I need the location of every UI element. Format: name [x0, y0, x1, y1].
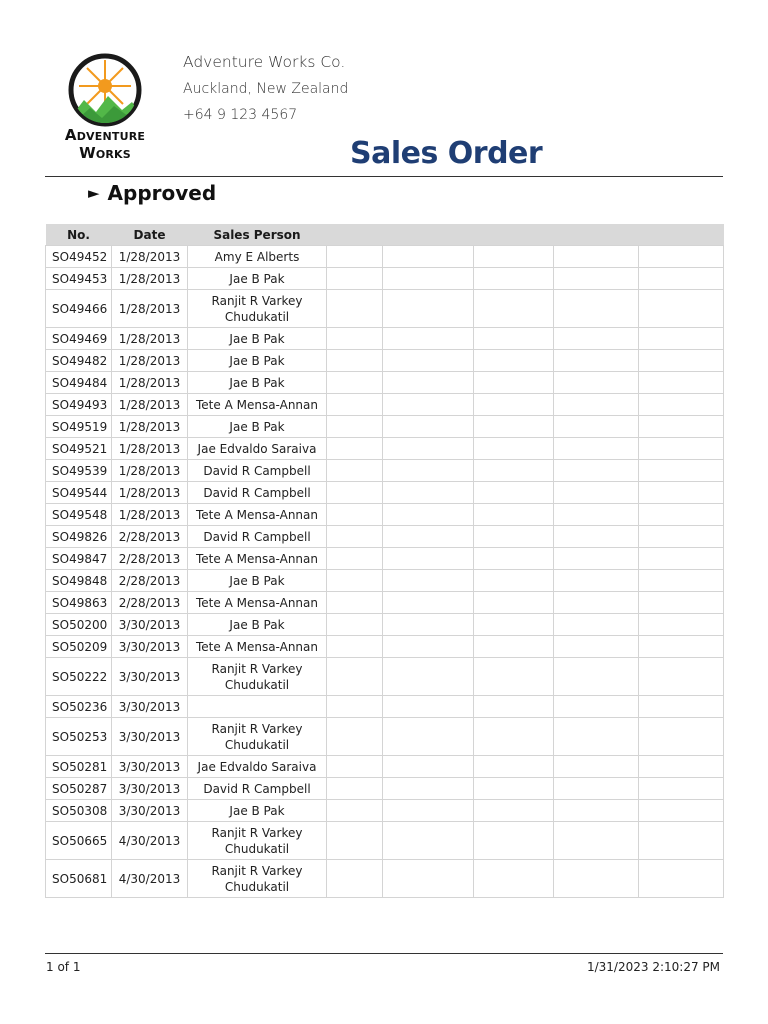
- order-date-cell: 4/30/2013: [112, 822, 188, 860]
- empty-cell: [554, 636, 639, 658]
- empty-cell: [639, 394, 724, 416]
- table-header-row: [46, 224, 724, 246]
- empty-cell: [474, 696, 554, 718]
- empty-cell: [474, 328, 554, 350]
- empty-cell: [383, 438, 474, 460]
- order-number-cell: SO49519: [46, 416, 112, 438]
- order-number-cell: SO50681: [46, 860, 112, 898]
- empty-cell: [327, 246, 383, 268]
- sales-person-cell: Ranjit R Varkey Chudukatil: [188, 290, 327, 328]
- logo-text-works: Works: [79, 144, 131, 162]
- table-row: [46, 718, 724, 756]
- empty-cell: [474, 268, 554, 290]
- sales-person-cell: Jae Edvaldo Saraiva: [188, 438, 327, 460]
- empty-cell: [474, 756, 554, 778]
- empty-cell: [639, 860, 724, 898]
- sales-person-cell: Tete A Mensa-Annan: [188, 636, 327, 658]
- order-number-cell: SO49482: [46, 350, 112, 372]
- company-name: Adventure Works Co.: [183, 53, 346, 71]
- print-timestamp: 1/31/2023 2:10:27 PM: [586, 960, 720, 974]
- order-date-cell: 1/28/2013: [112, 372, 188, 394]
- empty-cell: [554, 328, 639, 350]
- empty-cell: [383, 526, 474, 548]
- empty-cell: [474, 658, 554, 696]
- empty-cell: [639, 636, 724, 658]
- empty-cell: [474, 504, 554, 526]
- empty-cell: [383, 592, 474, 614]
- order-date-cell: 1/28/2013: [112, 350, 188, 372]
- empty-cell: [383, 268, 474, 290]
- order-date-cell: 1/28/2013: [112, 290, 188, 328]
- empty-cell: [639, 350, 724, 372]
- empty-cell: [327, 394, 383, 416]
- order-number-cell: SO49548: [46, 504, 112, 526]
- table-row: [46, 372, 724, 394]
- empty-cell: [474, 416, 554, 438]
- empty-cell: [383, 290, 474, 328]
- empty-cell: [554, 372, 639, 394]
- footer-divider: [45, 953, 723, 954]
- order-number-cell: SO50200: [46, 614, 112, 636]
- order-number-cell: SO49453: [46, 268, 112, 290]
- empty-cell: [474, 718, 554, 756]
- order-number-cell: SO49539: [46, 460, 112, 482]
- sales-person-cell: Tete A Mensa-Annan: [188, 548, 327, 570]
- order-date-cell: 2/28/2013: [112, 526, 188, 548]
- empty-cell: [327, 592, 383, 614]
- table-row: [46, 246, 724, 268]
- empty-cell: [327, 548, 383, 570]
- sales-person-cell: Jae B Pak: [188, 800, 327, 822]
- empty-cell: [554, 822, 639, 860]
- table-row: [46, 592, 724, 614]
- empty-cell: [474, 246, 554, 268]
- table-row: [46, 350, 724, 372]
- order-date-cell: 1/28/2013: [112, 438, 188, 460]
- order-date-cell: 1/28/2013: [112, 416, 188, 438]
- order-number-cell: SO50209: [46, 636, 112, 658]
- empty-cell: [327, 778, 383, 800]
- column-header-no: No.: [46, 224, 112, 246]
- status-heading: [88, 181, 216, 205]
- empty-cell: [639, 800, 724, 822]
- empty-cell: [554, 778, 639, 800]
- empty-cell: [327, 570, 383, 592]
- empty-cell: [639, 756, 724, 778]
- empty-cell: [474, 482, 554, 504]
- empty-cell: [383, 636, 474, 658]
- order-date-cell: 1/28/2013: [112, 328, 188, 350]
- table-row: [46, 416, 724, 438]
- order-number-cell: SO49493: [46, 394, 112, 416]
- order-date-cell: 3/30/2013: [112, 800, 188, 822]
- empty-cell: [554, 614, 639, 636]
- table-row: [46, 394, 724, 416]
- empty-cell: [327, 482, 383, 504]
- order-number-cell: SO50236: [46, 696, 112, 718]
- sales-person-cell: David R Campbell: [188, 778, 327, 800]
- sales-person-cell: Ranjit R Varkey Chudukatil: [188, 860, 327, 898]
- order-date-cell: 3/30/2013: [112, 756, 188, 778]
- empty-cell: [554, 416, 639, 438]
- table-row: [46, 526, 724, 548]
- table-row: [46, 658, 724, 696]
- empty-cell: [639, 718, 724, 756]
- empty-cell: [327, 658, 383, 696]
- column-header-blank: [383, 224, 474, 246]
- empty-cell: [474, 438, 554, 460]
- adventure-works-logo-icon: [50, 52, 160, 127]
- sales-person-cell: David R Campbell: [188, 460, 327, 482]
- order-number-cell: SO49847: [46, 548, 112, 570]
- table-body: [46, 246, 724, 898]
- order-number-cell: SO50222: [46, 658, 112, 696]
- order-number-cell: SO49452: [46, 246, 112, 268]
- empty-cell: [327, 504, 383, 526]
- order-date-cell: 1/28/2013: [112, 394, 188, 416]
- empty-cell: [327, 860, 383, 898]
- empty-cell: [554, 350, 639, 372]
- empty-cell: [383, 860, 474, 898]
- sales-person-cell: Jae B Pak: [188, 328, 327, 350]
- sales-person-cell: Jae B Pak: [188, 570, 327, 592]
- order-number-cell: SO50287: [46, 778, 112, 800]
- empty-cell: [383, 548, 474, 570]
- order-date-cell: 2/28/2013: [112, 548, 188, 570]
- empty-cell: [327, 438, 383, 460]
- arrow-right-icon: ►: [88, 184, 100, 202]
- sales-person-cell: Ranjit R Varkey Chudukatil: [188, 822, 327, 860]
- empty-cell: [554, 504, 639, 526]
- order-number-cell: SO50665: [46, 822, 112, 860]
- table-row: [46, 482, 724, 504]
- empty-cell: [474, 636, 554, 658]
- table-row: [46, 570, 724, 592]
- empty-cell: [554, 592, 639, 614]
- empty-cell: [383, 778, 474, 800]
- column-header-date: Date: [112, 224, 188, 246]
- empty-cell: [474, 614, 554, 636]
- order-date-cell: 1/28/2013: [112, 504, 188, 526]
- empty-cell: [639, 290, 724, 328]
- empty-cell: [554, 526, 639, 548]
- order-number-cell: SO49484: [46, 372, 112, 394]
- empty-cell: [474, 290, 554, 328]
- sales-person-cell: Jae B Pak: [188, 614, 327, 636]
- empty-cell: [474, 860, 554, 898]
- empty-cell: [327, 290, 383, 328]
- sales-person-cell: David R Campbell: [188, 482, 327, 504]
- table-row: [46, 800, 724, 822]
- sales-person-cell: Jae B Pak: [188, 372, 327, 394]
- column-header-blank: [639, 224, 724, 246]
- order-date-cell: 1/28/2013: [112, 268, 188, 290]
- empty-cell: [554, 756, 639, 778]
- sales-order-table: [45, 224, 724, 898]
- empty-cell: [639, 268, 724, 290]
- sales-person-cell: Tete A Mensa-Annan: [188, 504, 327, 526]
- order-number-cell: SO49469: [46, 328, 112, 350]
- empty-cell: [474, 526, 554, 548]
- table-row: [46, 614, 724, 636]
- empty-cell: [639, 372, 724, 394]
- company-phone: +64 9 123 4567: [183, 107, 298, 123]
- empty-cell: [474, 778, 554, 800]
- empty-cell: [383, 246, 474, 268]
- empty-cell: [474, 548, 554, 570]
- empty-cell: [639, 548, 724, 570]
- empty-cell: [327, 800, 383, 822]
- sales-person-cell: Jae Edvaldo Saraiva: [188, 756, 327, 778]
- sales-person-cell: Amy E Alberts: [188, 246, 327, 268]
- empty-cell: [474, 394, 554, 416]
- empty-cell: [327, 636, 383, 658]
- empty-cell: [639, 460, 724, 482]
- empty-cell: [327, 526, 383, 548]
- empty-cell: [639, 614, 724, 636]
- page-number: 1 of 1: [46, 960, 81, 974]
- column-header-blank: [474, 224, 554, 246]
- order-number-cell: SO49544: [46, 482, 112, 504]
- order-date-cell: 2/28/2013: [112, 592, 188, 614]
- empty-cell: [554, 718, 639, 756]
- table-row: [46, 328, 724, 350]
- empty-cell: [639, 328, 724, 350]
- order-number-cell: SO49826: [46, 526, 112, 548]
- sales-person-cell: Jae B Pak: [188, 416, 327, 438]
- empty-cell: [554, 696, 639, 718]
- order-number-cell: SO49848: [46, 570, 112, 592]
- empty-cell: [554, 290, 639, 328]
- empty-cell: [383, 328, 474, 350]
- empty-cell: [639, 416, 724, 438]
- empty-cell: [554, 548, 639, 570]
- empty-cell: [383, 416, 474, 438]
- empty-cell: [554, 246, 639, 268]
- empty-cell: [327, 350, 383, 372]
- empty-cell: [383, 614, 474, 636]
- empty-cell: [639, 778, 724, 800]
- status-label: Approved: [107, 181, 217, 205]
- empty-cell: [327, 328, 383, 350]
- empty-cell: [383, 350, 474, 372]
- sales-person-cell: Ranjit R Varkey Chudukatil: [188, 658, 327, 696]
- empty-cell: [639, 526, 724, 548]
- empty-cell: [554, 394, 639, 416]
- empty-cell: [383, 570, 474, 592]
- empty-cell: [327, 718, 383, 756]
- empty-cell: [327, 460, 383, 482]
- order-date-cell: 3/30/2013: [112, 614, 188, 636]
- column-header-blank: [327, 224, 383, 246]
- sales-person-cell: Jae B Pak: [188, 350, 327, 372]
- sales-person-cell: [188, 696, 327, 718]
- company-info: [183, 52, 348, 132]
- column-header-sales-person: Sales Person: [188, 224, 327, 246]
- table-row: [46, 268, 724, 290]
- empty-cell: [474, 460, 554, 482]
- empty-cell: [383, 800, 474, 822]
- order-date-cell: 2/28/2013: [112, 570, 188, 592]
- empty-cell: [383, 696, 474, 718]
- empty-cell: [474, 350, 554, 372]
- order-date-cell: 3/30/2013: [112, 778, 188, 800]
- empty-cell: [474, 570, 554, 592]
- empty-cell: [327, 372, 383, 394]
- empty-cell: [383, 756, 474, 778]
- empty-cell: [474, 372, 554, 394]
- empty-cell: [639, 570, 724, 592]
- order-date-cell: 1/28/2013: [112, 460, 188, 482]
- empty-cell: [383, 504, 474, 526]
- empty-cell: [554, 438, 639, 460]
- empty-cell: [383, 658, 474, 696]
- empty-cell: [554, 658, 639, 696]
- empty-cell: [327, 822, 383, 860]
- sales-person-cell: Tete A Mensa-Annan: [188, 592, 327, 614]
- empty-cell: [327, 416, 383, 438]
- empty-cell: [554, 268, 639, 290]
- sales-person-cell: Tete A Mensa-Annan: [188, 394, 327, 416]
- empty-cell: [474, 592, 554, 614]
- empty-cell: [554, 570, 639, 592]
- table-row: [46, 548, 724, 570]
- empty-cell: [639, 658, 724, 696]
- company-logo: [50, 52, 160, 167]
- table-row: [46, 460, 724, 482]
- order-date-cell: 3/30/2013: [112, 696, 188, 718]
- table-row: [46, 778, 724, 800]
- logo-text-adventure: Adventure: [64, 126, 146, 144]
- empty-cell: [639, 482, 724, 504]
- empty-cell: [554, 800, 639, 822]
- table-row: [46, 438, 724, 460]
- empty-cell: [474, 822, 554, 860]
- sales-person-cell: Jae B Pak: [188, 268, 327, 290]
- order-date-cell: 4/30/2013: [112, 860, 188, 898]
- order-number-cell: SO50253: [46, 718, 112, 756]
- table-row: [46, 636, 724, 658]
- column-header-blank: [554, 224, 639, 246]
- empty-cell: [383, 822, 474, 860]
- order-number-cell: SO50281: [46, 756, 112, 778]
- order-date-cell: 1/28/2013: [112, 246, 188, 268]
- order-number-cell: SO49521: [46, 438, 112, 460]
- empty-cell: [383, 460, 474, 482]
- empty-cell: [639, 504, 724, 526]
- empty-cell: [554, 860, 639, 898]
- empty-cell: [327, 756, 383, 778]
- table-row: [46, 696, 724, 718]
- table-row: [46, 756, 724, 778]
- table-row: [46, 860, 724, 898]
- empty-cell: [383, 372, 474, 394]
- empty-cell: [639, 438, 724, 460]
- empty-cell: [639, 592, 724, 614]
- empty-cell: [639, 822, 724, 860]
- header-divider: [45, 176, 723, 177]
- order-number-cell: SO50308: [46, 800, 112, 822]
- sales-person-cell: Ranjit R Varkey Chudukatil: [188, 718, 327, 756]
- order-date-cell: 1/28/2013: [112, 482, 188, 504]
- company-city: Auckland, New Zealand: [183, 80, 349, 97]
- empty-cell: [327, 268, 383, 290]
- order-number-cell: SO49466: [46, 290, 112, 328]
- order-date-cell: 3/30/2013: [112, 636, 188, 658]
- table-row: [46, 504, 724, 526]
- empty-cell: [639, 246, 724, 268]
- order-date-cell: 3/30/2013: [112, 658, 188, 696]
- empty-cell: [639, 696, 724, 718]
- empty-cell: [554, 460, 639, 482]
- order-number-cell: SO49863: [46, 592, 112, 614]
- empty-cell: [327, 614, 383, 636]
- table-row: [46, 822, 724, 860]
- empty-cell: [383, 482, 474, 504]
- document-title: Sales Order: [350, 136, 543, 171]
- table-row: [46, 290, 724, 328]
- empty-cell: [474, 800, 554, 822]
- empty-cell: [327, 696, 383, 718]
- empty-cell: [383, 394, 474, 416]
- empty-cell: [383, 718, 474, 756]
- sales-person-cell: David R Campbell: [188, 526, 327, 548]
- empty-cell: [554, 482, 639, 504]
- order-date-cell: 3/30/2013: [112, 718, 188, 756]
